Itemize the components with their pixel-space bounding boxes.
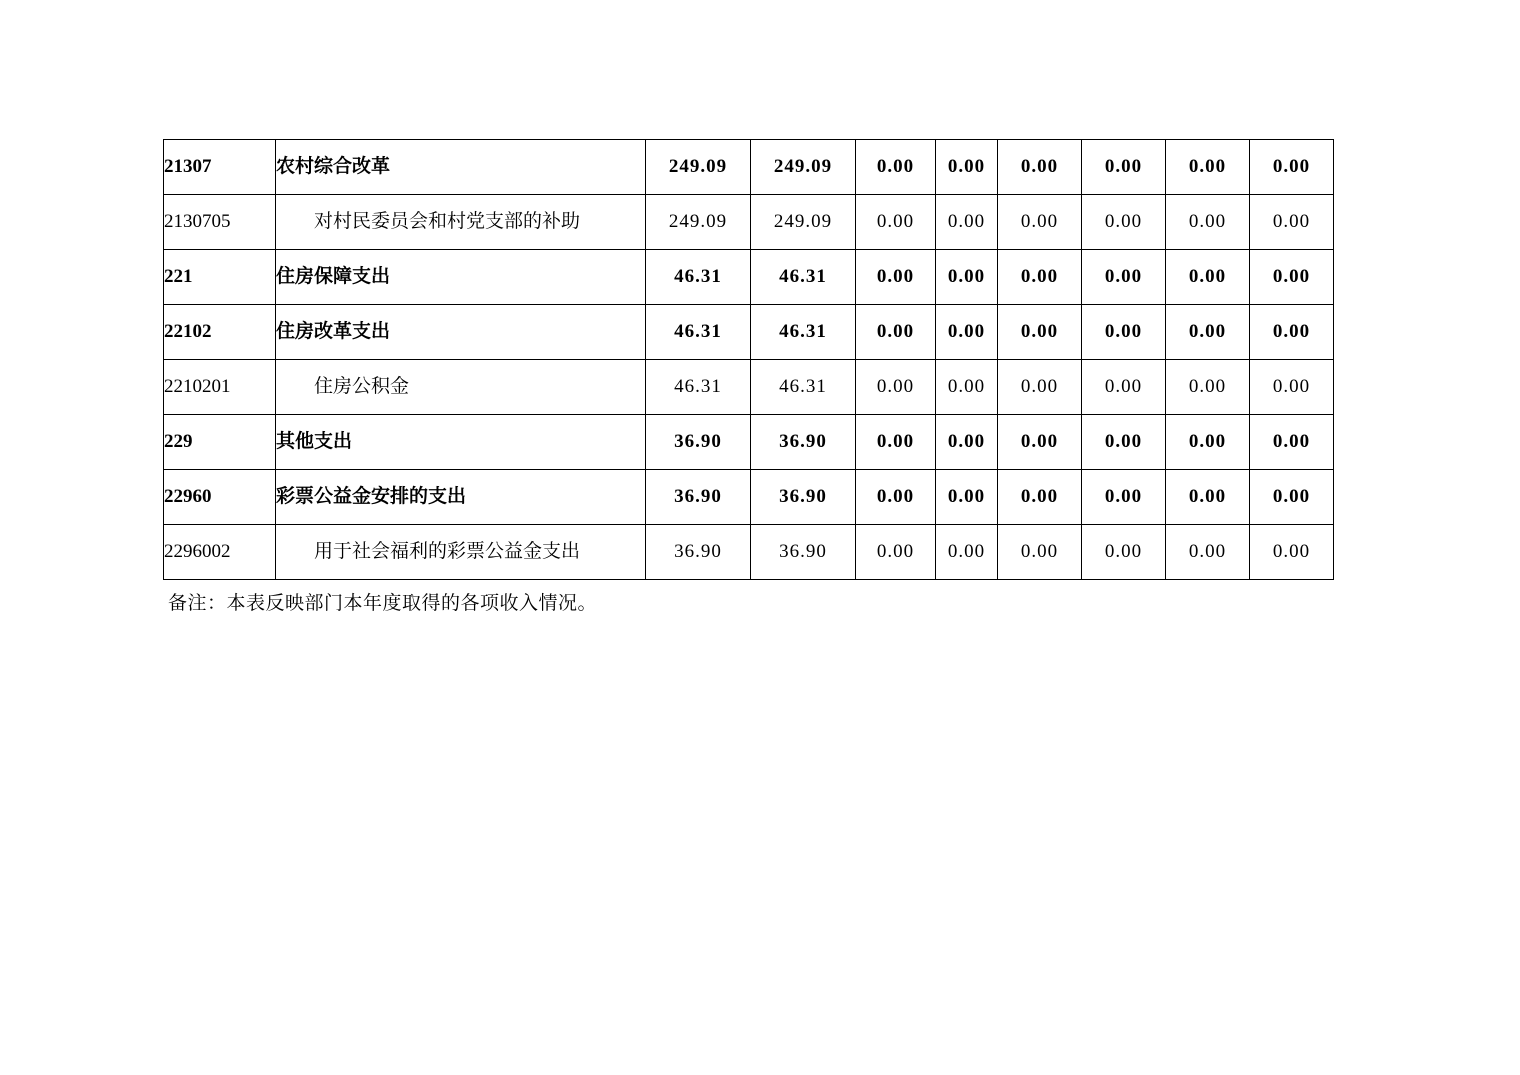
row-value: 0.00 bbox=[1166, 250, 1250, 305]
row-value: 36.90 bbox=[751, 525, 856, 580]
row-name: 住房公积金 bbox=[276, 360, 646, 415]
row-value: 46.31 bbox=[646, 305, 751, 360]
row-value: 0.00 bbox=[856, 195, 936, 250]
row-value: 0.00 bbox=[1250, 195, 1334, 250]
row-name: 农村综合改革 bbox=[276, 140, 646, 195]
row-value: 0.00 bbox=[856, 470, 936, 525]
row-value: 36.90 bbox=[646, 470, 751, 525]
row-value: 0.00 bbox=[1082, 305, 1166, 360]
row-value: 249.09 bbox=[751, 195, 856, 250]
row-value: 0.00 bbox=[1250, 360, 1334, 415]
row-name: 用于社会福利的彩票公益金支出 bbox=[276, 525, 646, 580]
table-row bbox=[164, 525, 1334, 580]
row-value: 0.00 bbox=[1166, 195, 1250, 250]
row-value: 46.31 bbox=[751, 250, 856, 305]
row-value: 249.09 bbox=[646, 140, 751, 195]
row-name: 住房改革支出 bbox=[276, 305, 646, 360]
row-value: 0.00 bbox=[1250, 415, 1334, 470]
row-value: 0.00 bbox=[1082, 360, 1166, 415]
row-name: 住房保障支出 bbox=[276, 250, 646, 305]
row-name: 彩票公益金安排的支出 bbox=[276, 470, 646, 525]
table-row bbox=[164, 140, 1334, 195]
row-value: 0.00 bbox=[1082, 525, 1166, 580]
row-value: 46.31 bbox=[751, 305, 856, 360]
table-body bbox=[164, 140, 1334, 580]
table-row bbox=[164, 250, 1334, 305]
row-code: 22102 bbox=[164, 305, 276, 360]
row-value: 0.00 bbox=[936, 360, 998, 415]
row-value: 0.00 bbox=[1250, 525, 1334, 580]
row-value: 0.00 bbox=[1250, 250, 1334, 305]
row-value: 0.00 bbox=[998, 250, 1082, 305]
row-code: 2210201 bbox=[164, 360, 276, 415]
row-value: 249.09 bbox=[751, 140, 856, 195]
table-row bbox=[164, 305, 1334, 360]
row-value: 36.90 bbox=[646, 415, 751, 470]
row-value: 36.90 bbox=[751, 415, 856, 470]
row-value: 36.90 bbox=[751, 470, 856, 525]
row-value: 0.00 bbox=[936, 525, 998, 580]
row-value: 0.00 bbox=[1082, 140, 1166, 195]
row-value: 46.31 bbox=[646, 360, 751, 415]
row-code: 22960 bbox=[164, 470, 276, 525]
row-value: 0.00 bbox=[998, 470, 1082, 525]
row-value: 0.00 bbox=[1166, 470, 1250, 525]
row-value: 0.00 bbox=[998, 195, 1082, 250]
row-value: 36.90 bbox=[646, 525, 751, 580]
row-code: 229 bbox=[164, 415, 276, 470]
row-value: 0.00 bbox=[856, 305, 936, 360]
row-code: 2296002 bbox=[164, 525, 276, 580]
row-value: 0.00 bbox=[856, 415, 936, 470]
row-value: 0.00 bbox=[936, 415, 998, 470]
row-value: 0.00 bbox=[936, 250, 998, 305]
row-value: 0.00 bbox=[1166, 360, 1250, 415]
table-row bbox=[164, 415, 1334, 470]
row-value: 46.31 bbox=[646, 250, 751, 305]
row-value: 0.00 bbox=[1166, 415, 1250, 470]
row-value: 0.00 bbox=[1250, 470, 1334, 525]
row-value: 0.00 bbox=[856, 360, 936, 415]
table-row bbox=[164, 470, 1334, 525]
row-value: 0.00 bbox=[936, 140, 998, 195]
row-value: 0.00 bbox=[998, 305, 1082, 360]
row-value: 0.00 bbox=[998, 140, 1082, 195]
row-code: 21307 bbox=[164, 140, 276, 195]
row-value: 0.00 bbox=[1082, 195, 1166, 250]
row-value: 0.00 bbox=[998, 525, 1082, 580]
row-value: 0.00 bbox=[1082, 470, 1166, 525]
row-value: 0.00 bbox=[1250, 305, 1334, 360]
row-value: 0.00 bbox=[1250, 140, 1334, 195]
row-value: 0.00 bbox=[936, 470, 998, 525]
row-value: 0.00 bbox=[998, 415, 1082, 470]
row-value: 0.00 bbox=[936, 195, 998, 250]
row-value: 0.00 bbox=[936, 305, 998, 360]
table-note: 备注：本表反映部门本年度取得的各项收入情况。 bbox=[168, 593, 598, 614]
row-value: 0.00 bbox=[1166, 140, 1250, 195]
table-row bbox=[164, 360, 1334, 415]
row-value: 0.00 bbox=[856, 140, 936, 195]
row-value: 0.00 bbox=[998, 360, 1082, 415]
row-code: 221 bbox=[164, 250, 276, 305]
row-value: 46.31 bbox=[751, 360, 856, 415]
row-value: 0.00 bbox=[1082, 250, 1166, 305]
row-name: 对村民委员会和村党支部的补助 bbox=[276, 195, 646, 250]
row-value: 0.00 bbox=[856, 525, 936, 580]
row-value: 0.00 bbox=[1082, 415, 1166, 470]
budget-expenditure-table bbox=[163, 139, 1334, 580]
row-value: 0.00 bbox=[856, 250, 936, 305]
row-value: 249.09 bbox=[646, 195, 751, 250]
table-row bbox=[164, 195, 1334, 250]
row-name: 其他支出 bbox=[276, 415, 646, 470]
row-value: 0.00 bbox=[1166, 525, 1250, 580]
row-code: 2130705 bbox=[164, 195, 276, 250]
row-value: 0.00 bbox=[1166, 305, 1250, 360]
